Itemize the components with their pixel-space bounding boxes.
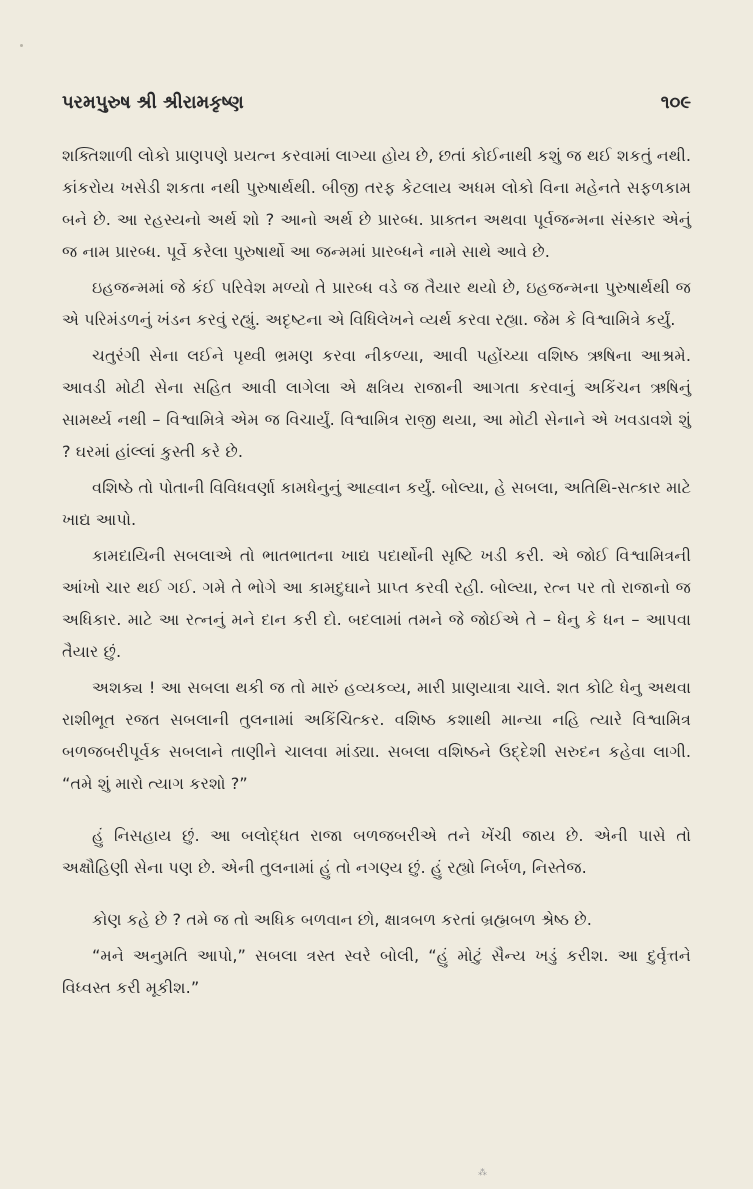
body-text <box>62 140 691 1008</box>
footer-mark: ⁂ <box>478 1168 487 1178</box>
running-title: પરમપુરુષ શ્રી શ્રીરામકૃષ્ણ <box>62 91 244 113</box>
paragraph: અશક્ય ! આ સબલા થકી જ તો મારું હવ્યકવ્ય, મારી પ્રાણયાત્રા ચાલે. શત કોટિ ધેનુ અથવા રાશીભૂત રજત સબલાની તુલનામાં અકિંચિત્કર. વશિષ્ઠ કશાથી માન્યા નહિ ત્યારે વિશ્વામિત્ર બળજબરીપૂર્વક સબલાને તાણીને ચાલવા માંડ્યા. સબલા વશિષ્ઠને ઉદ્દેશી સરુદન કહેવા લાગી. “તમે શું મારો ત્યાગ કરશો ?” <box>62 678 691 793</box>
paragraph: ચતુરંગી સેના લઈને પૃથ્વી ભ્રમણ કરવા નીકળ્યા, આવી પહોંચ્યા વશિષ્ઠ ઋષિના આશ્રમે. આવડી મોટી સેના સહિત આવી લાગેલા એ ક્ષત્રિય રાજાની આગતા કરવાનું અકિંચન ઋષિનું સામર્થ્ય નથી – વિશ્વામિત્રે એમ જ વિચાર્યું. વિશ્વામિત્ર રાજી થયા, આ મોટી સેનાને એ ખવડાવશે શું ? ઘરમાં હાંલ્લાં કુસ્તી કરે છે. <box>62 346 691 461</box>
paragraph: “મને અનુમતિ આપો,” સબલા ત્રસ્ત સ્વરે બોલી, “હું મોટું સૈન્ય ખડું કરીશ. આ દુર્વૃત્તને વિધ્વસ્ત કરી મૂકીશ.” <box>62 946 691 997</box>
paragraph: શક્તિશાળી લોકો પ્રાણપણે પ્રયત્ન કરવામાં લાગ્યા હોય છે, છતાં કોઈનાથી કશું જ થઈ શકતું નથી. કાંકરોય ખસેડી શકતા નથી પુરુષાર્થથી. બીજી તરફ કેટલાય અધમ લોકો વિના મહેનતે સફળકામ બને છે. આ રહસ્યનો અર્થ શો ? આનો અર્થ છે પ્રારબ્ધ. પ્રાક્તન અથવા પૂર્વજન્મના સંસ્કાર એનું જ નામ પ્રારબ્ધ. પૂર્વે કરેલા પુરુષાર્થો આ જન્મમાં પ્રારબ્ધને નામે સાથે આવે છે. <box>62 146 691 261</box>
page-number: ૧૦૯ <box>660 91 691 113</box>
paragraph: વશિષ્ઠે તો પોતાની વિવિધવર્ણા કામધેનુનું આહ્વાન કર્યું. બોલ્યા, હે સબલા, અતિથિ-સત્કાર માટે ખાદ્ય આપો. <box>62 478 691 529</box>
paragraph: કામદાયિની સબલાએ તો ભાતભાતના ખાદ્ય પદાર્થોની સૃષ્ટિ ખડી કરી. એ જોઈ વિશ્વામિત્રની આંખો ચાર થઈ ગઈ. ગમે તે ભોગે આ કામદુઘાને પ્રાપ્ત કરવી રહી. બોલ્યા, રત્ન પર તો રાજાનો જ અધિકાર. માટે આ રત્નનું મને દાન કરી દો. બદલામાં તમને જે જોઈએ તે – ધેનુ કે ધન – આપવા તૈયાર છું. <box>62 546 691 661</box>
running-header <box>62 88 691 116</box>
paragraph: કોણ કહે છે ? તમે જ તો અધિક બળવાન છો, ક્ષાત્રબળ કરતાં બ્રહ્મબળ શ્રેષ્ઠ છે. <box>92 910 592 929</box>
paragraph: હું નિસહાય છું. આ બલોદ્ધત રાજા બળજબરીએ તને ખેંચી જાય છે. એની પાસે તો અક્ષૌહિણી સેના પણ છે. એની તુલનામાં હું તો નગણ્ય છું. હું રહ્યો નિર્બળ, નિસ્તેજ. <box>62 826 691 877</box>
margin-speck <box>20 44 23 47</box>
paragraph: ઇહજન્મમાં જે કંઈ પરિવેશ મળ્યો તે પ્રારબ્ધ વડે જ તૈયાર થયો છે, ઇહજન્મના પુરુષાર્થથી જ એ પરિમંડળનું ખંડન કરવું રહ્યું. અદૃષ્ટના એ વિધિલેખને વ્યર્થ કરવા રહ્યા. જેમ કે વિશ્વામિત્રે કર્યું. <box>62 278 691 329</box>
